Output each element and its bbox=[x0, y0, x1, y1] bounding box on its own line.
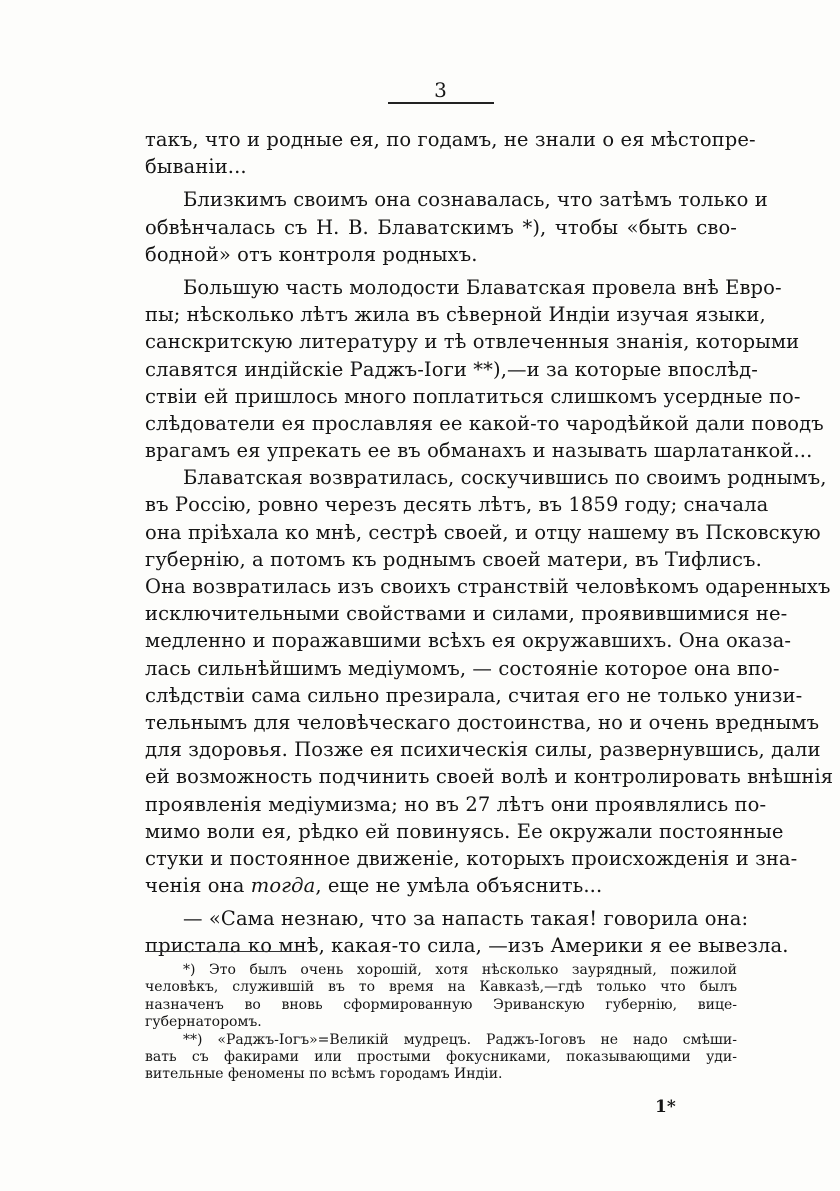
text-line-start: ченія она bbox=[145, 874, 251, 898]
text-line: тельнымъ для человѣческаго достоинства, но и очень вреднымъ bbox=[145, 710, 820, 734]
page-number: 3 bbox=[434, 78, 448, 102]
text-line: пристала ко мнѣ, какая-то сила, —изъ Америки я ее вывезла. bbox=[145, 934, 789, 958]
header-rule bbox=[388, 102, 494, 104]
text-line: слѣдствіи сама сильно презирала, считая его не только унизи- bbox=[145, 683, 803, 707]
text-line: такъ, что и родные ея, по годамъ, не знали о ея мѣстопре- bbox=[145, 128, 756, 151]
text-line: стуки и постоянное движеніе, которыхъ происхожденія и зна- bbox=[145, 846, 798, 870]
signature-mark: 1* bbox=[655, 1097, 676, 1117]
text-line: Большую часть молодости Блаватская провела внѣ Евро- bbox=[183, 275, 782, 299]
text-line: исключительными свойствами и силами, проявившимися не- bbox=[145, 602, 788, 626]
text-line: для здоровья. Позже ея психическія силы, развернувшись, дали bbox=[145, 738, 821, 762]
text-line bbox=[145, 872, 737, 899]
text-line: слѣдователи ея прославляя ее какой-то чародѣйкой дали поводъ bbox=[145, 411, 824, 435]
text-line: губернію, а потомъ къ роднымъ своей матери, въ Тифлисъ. bbox=[145, 547, 762, 571]
footnote-line: *) Это былъ очень хорошій, хотя нѣсколько заурядный, пожилой bbox=[183, 962, 737, 978]
text-line: въ Россію, ровно черезъ десять лѣтъ, въ 1859 году; сначала bbox=[145, 493, 769, 517]
text-line: — «Сама незнаю, что за напасть такая! говорила она: bbox=[183, 907, 749, 931]
text-line: лась сильнѣйшимъ медіумомъ, — состояніе которое она впо- bbox=[145, 656, 780, 680]
text-line: славятся индійскіе Раджъ-Іоги **),—и за которые впослѣд- bbox=[145, 357, 758, 381]
footnote-rule bbox=[145, 951, 307, 952]
text-line: медленно и поражавшими всѣхъ ея окружавшихъ. Она оказа- bbox=[145, 629, 792, 653]
text-line: она пріѣхала ко мнѣ, сестрѣ своей, и отцу нашему въ Псковскую bbox=[145, 520, 821, 544]
emphasis-word: тогда bbox=[250, 874, 316, 898]
text-line: врагамъ ея упрекать ее въ обманахъ и называть шарлатанкой... bbox=[145, 439, 813, 463]
text-line: Она возвратилась изъ своихъ странствій человѣкомъ одаренныхъ bbox=[145, 575, 831, 598]
footnote-line: вать съ факирами или простыми фокусниками, показывающими уди- bbox=[145, 1048, 737, 1065]
text-line: мимо воли ея, рѣдко ей повинуясь. Ее окружали постоянные bbox=[145, 819, 784, 843]
footnote-line: вительные феномены по всѣмъ городамъ Индіи. bbox=[145, 1066, 503, 1083]
text-line: проявленія медіумизма; но въ 27 лѣтъ они проявлялись по- bbox=[145, 792, 767, 816]
text-line: бываніи... bbox=[145, 155, 247, 179]
text-line: Близкимъ своимъ она сознавалась, что затѣмъ только и bbox=[183, 188, 768, 212]
body-text bbox=[145, 126, 834, 960]
text-line-end: , еще не умѣла объяснить... bbox=[315, 874, 603, 898]
text-line: бодной» отъ контроля родныхъ. bbox=[145, 242, 478, 266]
text-line: пы; нѣсколько лѣтъ жила въ сѣверной Индіи изучая языки, bbox=[145, 303, 766, 327]
text-line: санскритскую литературу и тѣ отвлеченныя знанія, которыми bbox=[145, 330, 800, 354]
text-line: ствіи ей пришлось много поплатиться слишкомъ усердные по- bbox=[145, 384, 801, 408]
text-line: Блаватская возвратилась, соскучившись по своимъ роднымъ, bbox=[183, 466, 827, 490]
footnotes bbox=[145, 962, 737, 1084]
footnote-line: **) «Раджъ-Іогъ»=Великій мудрецъ. Раджъ-Іоговъ не надо смѣши- bbox=[183, 1031, 737, 1048]
text-line: обвѣнчалась съ Н. В. Блаватскимъ *), чтобы «быть сво- bbox=[145, 215, 737, 239]
footnote-line: назначенъ во вновь сформированную Эриванскую губернію, вице- bbox=[145, 996, 737, 1013]
footnote-line: человѣкъ, служившій въ то время на Кавказѣ,—гдѣ только что былъ bbox=[145, 979, 737, 996]
text-line: ей возможность подчинить своей волѣ и контролировать внѣшнія bbox=[145, 765, 834, 789]
footnote-line: губернаторомъ. bbox=[145, 1014, 262, 1031]
